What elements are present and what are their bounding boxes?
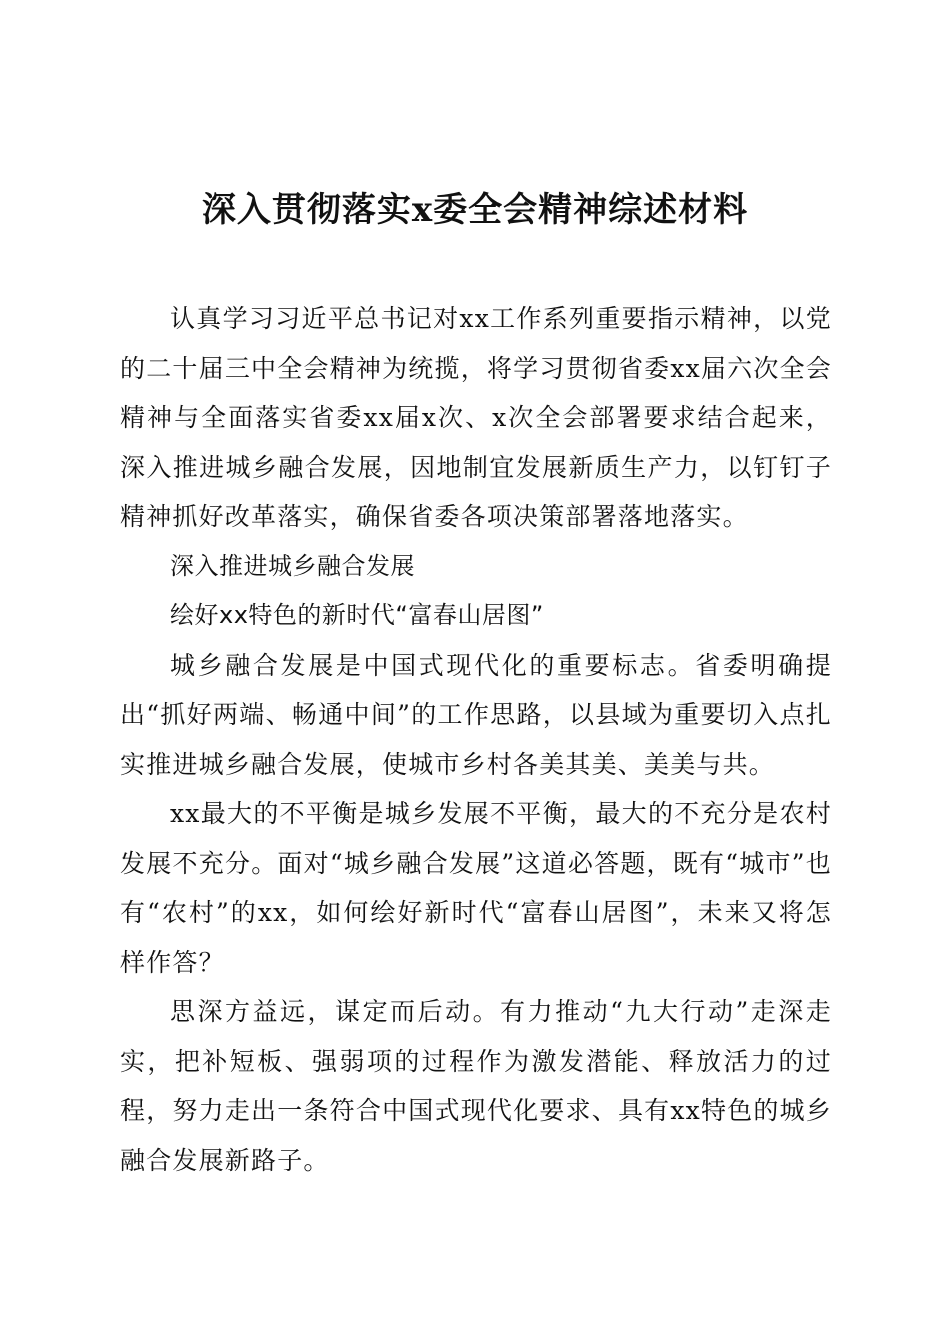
body-paragraph: 思深方益远，谋定而后动。有力推动“九大行动”走深走实，把补短板、强弱项的过程作为激发潜能、释放活力的过程，努力走出一条符合中国式现代化要求、具有xx特色的城乡融合发展新路子。 — [120, 997, 832, 1175]
intro-paragraph: 认真学习习近平总书记对xx工作系列重要指示精神，以党的二十届三中全会精神为统揽，将学习贯彻省委xx届六次全会精神与全面落实省委xx届x次、x次全会部署要求结合起来，深入推进城乡融合发展，因地制宜发展新质生产力，以钉钉子精神抓好改革落实，确保省委各项决策部署落地落实。 — [120, 304, 832, 531]
body-paragraph: 城乡融合发展是中国式现代化的重要标志。省委明确提出“抓好两端、畅通中间”的工作思路，以县域为重要切入点扎实推进城乡融合发展，使城市乡村各美其美、美美与共。 — [120, 650, 832, 779]
body-paragraph: xx最大的不平衡是城乡发展不平衡，最大的不充分是农村发展不充分。面对“城乡融合发展”这道必答题，既有“城市”也有“农村”的xx，如何绘好新时代“富春山居图”，未来又将怎样作答？ — [120, 799, 832, 977]
document-body — [120, 294, 832, 1185]
document-title: 深入贯彻落实x委全会精神综述材料 — [201, 190, 749, 230]
section-subheading: 绘好xx特色的新时代“富春山居图” — [170, 601, 544, 629]
section-heading: 深入推进城乡融合发展 — [170, 551, 415, 580]
